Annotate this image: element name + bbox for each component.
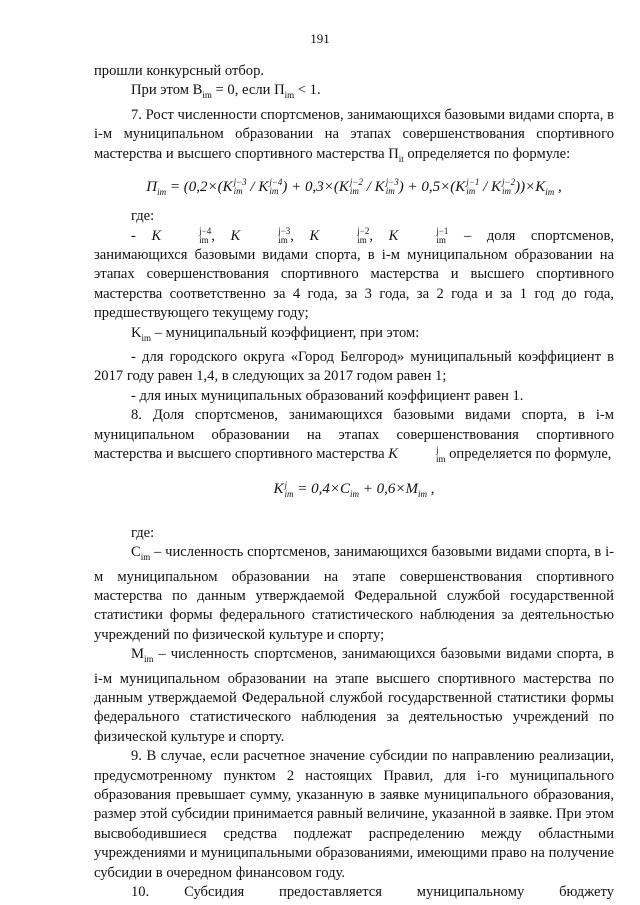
where-label-1: где:: [131, 208, 155, 225]
where-label-2: где:: [131, 524, 155, 541]
document-body: [94, 62, 614, 902]
paragraph-mim: $M_{im}$ – численность спортсменов, занимающихся базовыми видами спорта, в i-м муниципальном образовании на этапе высшего спортивного мастерства по данным утверждаемой Федеральной службой государственной статистики формы федерального статистического наблюдения за деятельностью учреждений по физической культуре и спорту.: [94, 646, 614, 745]
paragraph-belgorod: - для городского округа «Город Белгород» муниципальный коэффициент в 2017 году равен 1,4, в следующих за 2017 годом равен 1;: [94, 349, 614, 385]
paragraph-8: 8. Доля спортсменов, занимающихся базовыми видами спорта, в i-м муниципальном образовании на этапах совершенствования спортивного мастерства и высшего спортивного мастерства K j im определяется по формуле,: [94, 407, 614, 464]
paragraph-coefficient: $K_{im}$ – муниципальный коэффициент, при этом:: [131, 324, 420, 343]
paragraph-condition: При этом $В_{im} = 0$, если $П_{im} < 1$.: [131, 82, 321, 101]
paragraph-cim: $C_{im}$ – численность спортсменов, занимающихся базовыми видами спорта, в i-м муниципальном образовании на этапе совершенствования спортивного мастерства по данным утверждаемой Федеральной службой государственной статистики формы федерального статистического наблюдения за деятельностью учреждений по физической культуре и спорту;: [94, 544, 614, 643]
page-number: 191: [310, 31, 330, 46]
formula-growth: $П_{im} = (0,2\times(K$ j−3 im / K j−4 im ) + 0,3×(K j−2 im / K j−3 im ) + 0,5×(K j−1 im / K j−2 im ))$\times K_{im}$ ,: [146, 177, 562, 197]
paragraph-10: 10. Субсидия предоставляется муниципальному бюджету: [131, 883, 614, 900]
paragraph-9: 9. В случае, если расчетное значение субсидии по направлению реализации, предусмотренному пунктом 2 настоящих Правил, для i-го муниципального образования превышает сумму, указанную в заявке муниципального образования, размер этой субсидии принимается равный величине, указанной в заявке. При этом высвободившиеся средства подлежат распределению между областными учреждениями и муниципальными образованиями, имеющими право на получение субсидии в очередном финансовом году.: [94, 748, 615, 881]
paragraph-other: - для иных муниципальных образований коэффициент равен 1.: [131, 387, 524, 404]
formula-share: K j im = $0,4\times C_{im} + 0,6\times M_{im}$ ,: [273, 480, 435, 500]
paragraph-continuation: прошли конкурсный отбор.: [94, 63, 265, 79]
paragraph-shares-definition: - K j−4 im , K j−3 im , K j−2 im , K j−1 im – доля спортсменов, занимающихся базовыми видами спорта, в i-м муниципальном образовании на этапах совершенствования спортивного мастерства и высшего спортивного мастерства соответственно за 4 года, за 3 года, за 2 года и за 1 год до года, предшествующего текущему году;: [94, 226, 615, 322]
paragraph-7: 7. Рост численности спортсменов, занимающихся базовыми видами спорта, в i-м муниципальном образовании на этапах совершенствования спортивного мастерства и высшего спортивного мастерства $П_{it}$ определяется по формуле:: [94, 106, 614, 164]
